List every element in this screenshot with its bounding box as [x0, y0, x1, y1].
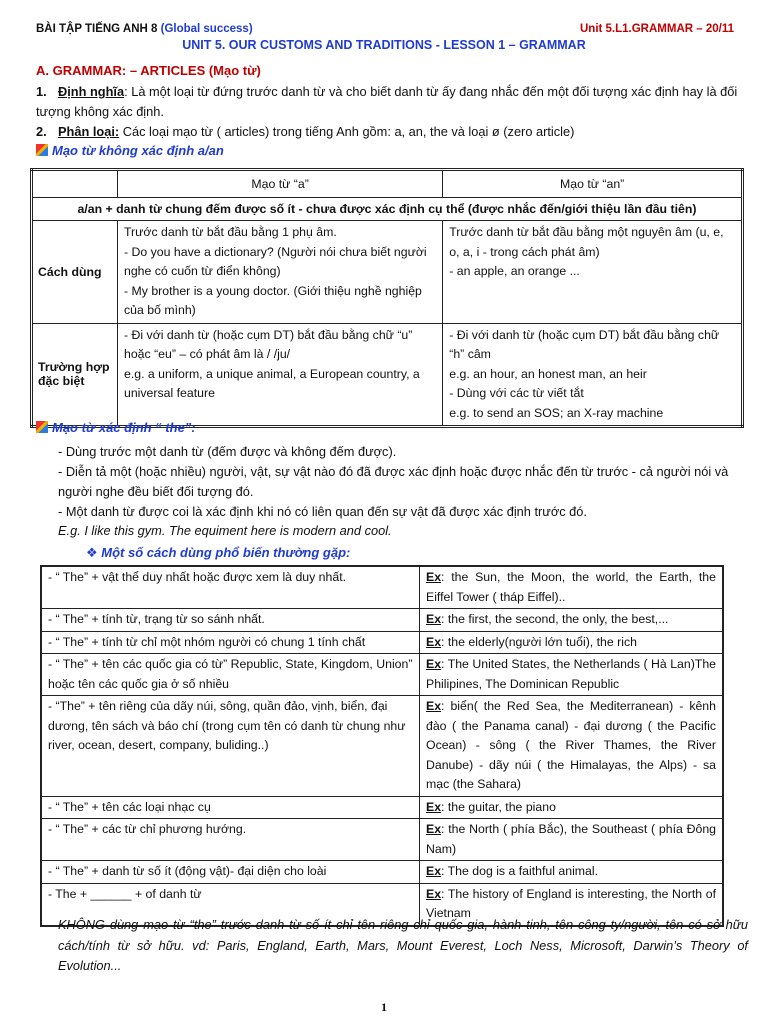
example-label: Ex	[426, 886, 442, 901]
header-left	[36, 23, 253, 35]
the-usage-table	[40, 565, 724, 927]
example-text: : the guitar, the piano	[441, 799, 556, 814]
header-an: Mạo từ “an”	[443, 170, 743, 198]
rule-cell: - “ The” + tên các loại nhạc cụ	[41, 796, 420, 819]
indefinite-article-table	[30, 168, 744, 428]
rule-cell: - “ The” + tên các quốc gia có từ” Republic, State, Kingdom, Union” hoặc tên các quốc gia ở số nhiều	[41, 654, 420, 696]
header-course: BÀI TẬP TIẾNG ANH 8	[36, 23, 158, 35]
cell-line: - Đi với danh từ (hoặc cụm DT) bắt đầu bằng chữ “h” câm	[449, 327, 720, 361]
cell-line: - an apple, an orange ...	[449, 264, 580, 278]
item-number: 1.	[36, 84, 47, 99]
list-item: - Một danh từ được coi là xác định khi nó có liên quan đến sự vật đã được xác định trước đó.	[58, 504, 587, 519]
cell-line: - Đi với danh từ (hoặc cụm DT) bắt đầu bằng chữ “u” hoặc “eu” – có phát âm là / /ju/	[124, 327, 413, 361]
example-text: : The United States, the Netherlands ( Hà Lan)The Philipines, The Dominican Republic	[426, 657, 716, 691]
example-label: Ex	[426, 864, 442, 878]
common-uses-heading: ❖ Một số cách dùng phổ biến thường gặp:	[86, 545, 351, 560]
example-text: : The history of England is interesting, the North of Vietnam	[426, 886, 716, 920]
cell-line: - Do you have a dictionary? (Người nói chưa biết người nghe có cuốn từ điển không)	[124, 244, 427, 278]
item-label: Phân loại:	[58, 124, 120, 139]
example-label: Ex	[426, 634, 442, 649]
table-corner	[32, 170, 118, 198]
example-cell	[420, 631, 724, 654]
zero-article-note: KHÔNG dùng mạo từ “the” trước danh từ số ít chỉ tên riêng chỉ quốc gia, hành tinh, tên công ty/người, tên có sở hữu cách/tính từ sở hữu. vd: Paris, England, Earth, Mars, Mount Everest, Loch Ness, Microsoft, Darwin’s Theory of Evolution...	[58, 917, 748, 973]
cell-line: Trước danh từ bắt đầu bằng 1 phụ âm.	[124, 225, 337, 239]
row-label-usage: Cách dùng	[32, 221, 118, 324]
rule-cell: - “ The” + danh từ số ít (động vật)- đại diện cho loài	[41, 861, 420, 884]
table-row	[41, 861, 723, 884]
item-label: Định nghĩa	[58, 84, 125, 99]
page-number: 1	[381, 1000, 387, 1014]
example-cell	[420, 796, 724, 819]
section-a-heading: A. GRAMMAR: – ARTICLES (Mạo từ)	[36, 63, 261, 78]
table-row	[41, 796, 723, 819]
rule-cell: - “ The” + tính từ, trạng từ so sánh nhất.	[41, 609, 420, 632]
item-number: 2.	[36, 124, 47, 139]
header-unit: Unit 5.L1.GRAMMAR – 20/11	[579, 23, 734, 35]
special-a-cell	[118, 323, 443, 427]
subheading-text: Mạo từ không xác định a/an	[52, 143, 224, 158]
row-label-special: Trường hợp đặc biệt	[32, 323, 118, 427]
subheading-text: Mạo từ xác định “ the”:	[52, 420, 196, 435]
example-cell	[420, 861, 724, 884]
table-row	[41, 696, 723, 797]
list-item: - Diễn tả một (hoặc nhiều) người, vật, sự vật nào đó đã được xác định hoặc được nhắc đến từ trước - cả người nói và người nghe đều biết đối tượng đó.	[58, 464, 729, 499]
usage-an-cell	[443, 221, 743, 324]
cell-line: e.g. an hour, an honest man, an heir	[449, 366, 647, 381]
bullet-icon	[36, 421, 48, 433]
cell-line: e.g. to send an SOS; an X-ray machine	[449, 405, 664, 420]
cell-line: e.g. a uniform, a unique animal, a European country, a universal feature	[124, 366, 420, 400]
header-a: Mạo từ “a”	[118, 170, 443, 198]
cell-line: Trước danh từ bắt đầu bằng một nguyên âm (u, e, o, a, i - trong cách phát âm)	[449, 225, 724, 259]
example-cell	[420, 609, 724, 632]
special-an-cell	[443, 323, 743, 427]
rule-cell: - “ The” + vật thể duy nhất hoặc được xem là duy nhất.	[41, 566, 420, 609]
rule-span-row: a/an + danh từ chung đếm được số ít - chưa được xác định cụ thể (được nhắc đến/giới thiệu lần đầu tiên)	[32, 198, 743, 221]
item-text: : Là một loại từ đứng trước danh từ và cho biết danh từ ấy đang nhắc đến một đối tượng xác định hay là đối tượng không xác định.	[36, 84, 738, 119]
rule-cell: - “ The” + tính từ chỉ một nhóm người có chung 1 tính chất	[41, 631, 420, 654]
example-text: : The dog is a faithful animal.	[441, 864, 599, 878]
header-edition: (Global success)	[160, 23, 253, 35]
bullet-icon	[36, 144, 48, 156]
cell-line: - Dùng với các từ viết tắt	[449, 386, 584, 400]
example-label: Ex	[426, 799, 442, 814]
example-cell	[420, 566, 724, 609]
example-label: Ex	[426, 699, 442, 713]
table-row	[41, 631, 723, 654]
indefinite-article-heading	[36, 143, 224, 158]
definite-article-points	[58, 442, 748, 522]
example-label: Ex	[426, 612, 442, 626]
example-cell	[420, 819, 724, 861]
item-text: Các loại mạo từ ( articles) trong tiếng Anh gồm: a, an, the và loại ø (zero article)	[119, 124, 575, 139]
usage-a-cell	[118, 221, 443, 324]
table-row	[41, 654, 723, 696]
example-label: Ex	[426, 657, 442, 671]
example-text: : the elderly(người lớn tuổi), the rich	[441, 634, 637, 649]
table-row	[41, 819, 723, 861]
example-sentence: E.g. I like this gym. The equiment here is modern and cool.	[58, 523, 392, 538]
rule-cell: - The + ______ + of danh từ	[41, 883, 420, 926]
cell-line: - My brother is a young doctor. (Giới thiệu nghề nghiệp của bố mình)	[124, 283, 422, 317]
list-item: - Dùng trước một danh từ (đếm được và không đếm được).	[58, 444, 397, 459]
example-cell	[420, 696, 724, 797]
example-text: : the first, the second, the only, the best,...	[441, 612, 669, 626]
table-row	[41, 566, 723, 609]
table-row	[41, 609, 723, 632]
definite-article-heading	[36, 420, 196, 435]
example-label: Ex	[426, 570, 442, 584]
page-title: UNIT 5. OUR CUSTOMS AND TRADITIONS - LESSON 1 – GRAMMAR	[182, 38, 586, 52]
classification-item	[36, 122, 746, 142]
example-text: : the North ( phía Bắc), the Southeast ( phía Đông Nam)	[426, 822, 716, 856]
example-label: Ex	[426, 822, 442, 836]
definition-item	[36, 82, 746, 122]
rule-cell: - “The” + tên riêng của dãy núi, sông, quần đảo, vịnh, biển, đại dương, tên sách và báo chí (trong cụm tên có danh từ chung như river, ocean, desert, company, buliding..)	[41, 696, 420, 797]
example-cell	[420, 654, 724, 696]
example-text: : the Sun, the Moon, the world, the Earth, the Eiffel Tower ( tháp Eiffel)..	[426, 570, 716, 604]
example-text: : biển( the Red Sea, the Mediterranean) - kênh đào ( the Panama canal) - đại dương ( the Pacific Ocean) - sông ( the River Thames, the River Danube) - dãy núi ( the Himalayas, the Alps) - sa mạc (the Sahara)	[426, 699, 716, 791]
rule-cell: - “ The” + các từ chỉ phương hướng.	[41, 819, 420, 861]
